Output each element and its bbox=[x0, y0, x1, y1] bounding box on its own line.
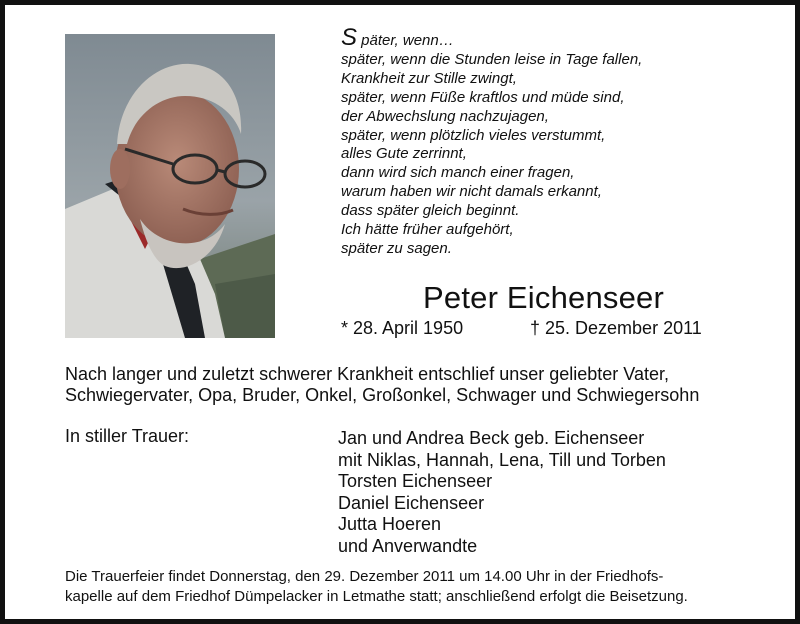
poem-line: Krankheit zur Stille zwingt, bbox=[341, 69, 517, 87]
poem bbox=[341, 24, 771, 259]
mourning-label: In stiller Trauer: bbox=[65, 426, 190, 446]
announcement-line: Nach langer und zuletzt schwerer Krankheit entschlief unser geliebter Vater, bbox=[65, 364, 669, 384]
portrait-photo bbox=[65, 34, 275, 338]
deceased-name: Peter Eichenseer bbox=[423, 280, 664, 315]
poem-line: Ich hätte früher aufgehört, bbox=[341, 221, 514, 239]
mourner-entry: Jutta Hoeren bbox=[338, 514, 442, 534]
poem-initial-letter: S bbox=[341, 24, 358, 51]
mourner-entry: Torsten Eichenseer bbox=[338, 471, 493, 491]
poem-first-line-text: päter, wenn… bbox=[357, 32, 454, 49]
mourner-entry: Daniel Eichenseer bbox=[338, 492, 485, 513]
mourner-entry: mit Niklas, Hannah, Lena, Till und Torben bbox=[338, 449, 666, 470]
poem-line: dann wird sich manch einer fragen, bbox=[341, 164, 575, 182]
announcement-line: Schwiegervater, Opa, Bruder, Onkel, Großonkel, Schwager und Schwiegersohn bbox=[65, 385, 700, 405]
mourners-list bbox=[338, 428, 666, 557]
portrait-illustration bbox=[65, 34, 275, 338]
poem-line: warum haben wir nicht damals erkannt, bbox=[341, 183, 602, 201]
poem-line: später, wenn plötzlich vieles verstummt, bbox=[341, 126, 606, 144]
poem-line: später, wenn Füße kraftlos und müde sind, bbox=[341, 88, 625, 106]
birth-date: * 28. April 1950 bbox=[341, 318, 464, 338]
mourner-entry: Jan und Andrea Beck geb. Eichenseer bbox=[338, 428, 645, 448]
funeral-details-line: Die Trauerfeier findet Donnerstag, den 29. Dezember 2011 um 14.00 Uhr in der Friedhofs- bbox=[65, 568, 664, 585]
funeral-details bbox=[65, 567, 775, 606]
mourner-entry: und Anverwandte bbox=[338, 535, 478, 556]
poem-line: alles Gute zerrinnt, bbox=[341, 145, 467, 163]
poem-first-line bbox=[341, 24, 771, 51]
poem-line: der Abwechslung nachzujagen, bbox=[341, 107, 549, 125]
death-date: † 25. Dezember 2011 bbox=[530, 318, 702, 338]
poem-line: später, wenn die Stunden leise in Tage fallen, bbox=[341, 50, 643, 68]
poem-line: später zu sagen. bbox=[341, 239, 452, 257]
poem-line: dass später gleich beginnt. bbox=[341, 202, 520, 220]
funeral-details-line: kapelle auf dem Friedhof Dümpelacker in Letmathe statt; anschließend erfolgt die Beisetzung. bbox=[65, 587, 688, 605]
announcement-text bbox=[65, 364, 765, 406]
